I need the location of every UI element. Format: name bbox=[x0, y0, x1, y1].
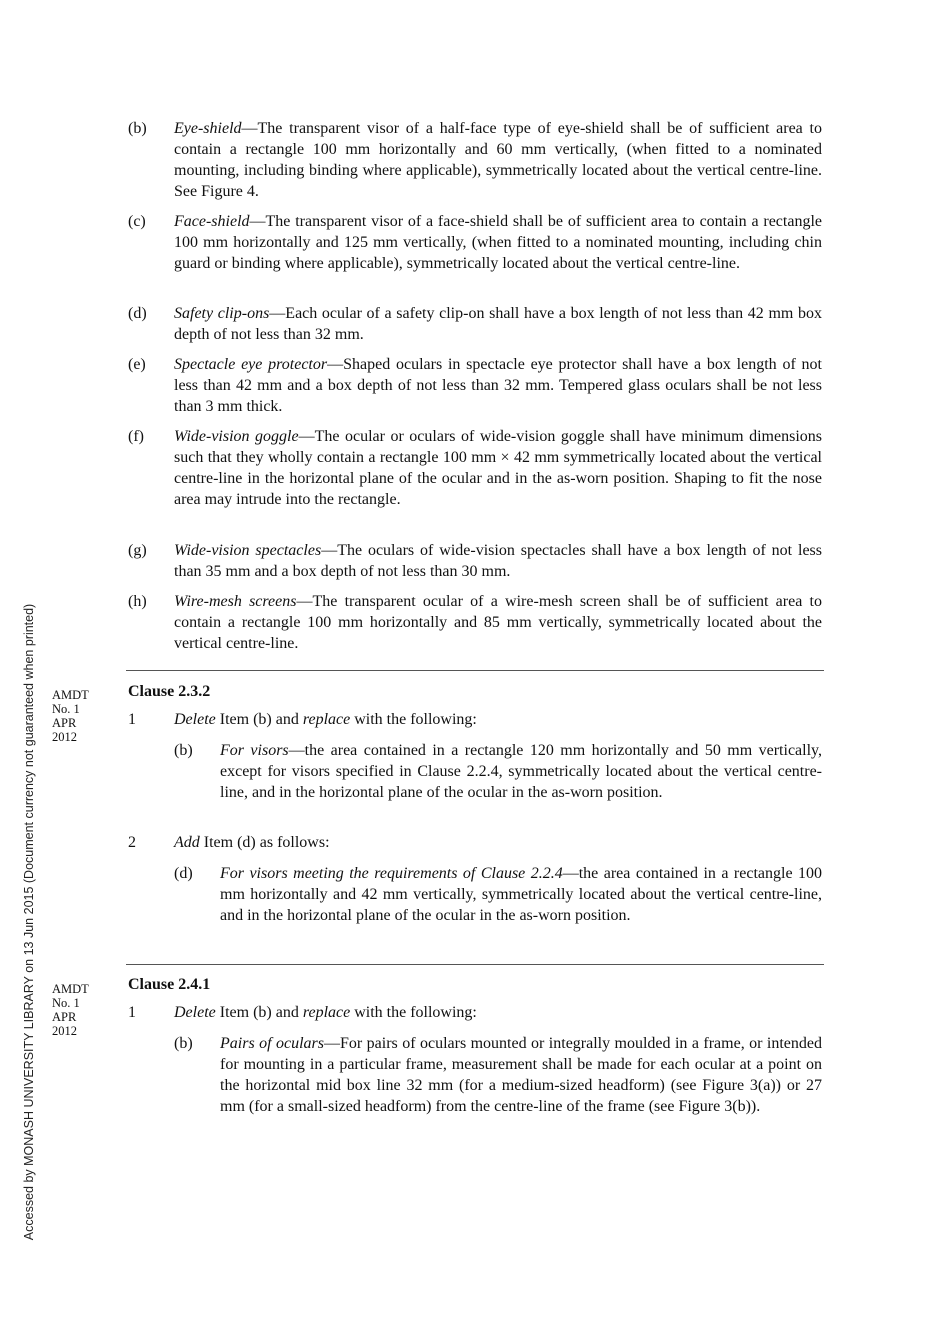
amendment-step bbox=[128, 709, 822, 730]
item-text: —The transparent visor of a face-shield shall be of sufficient area to contain a rectangle 100 mm horizontally and 125 mm vertically, (when fitted to a nominated mounting, including chin guard or binding where applicable), symmetrically located about the vertical centre-line. bbox=[174, 213, 822, 272]
item-label: (d) bbox=[128, 305, 147, 322]
step-verb: Add bbox=[174, 834, 200, 851]
item-label: (b) bbox=[174, 1035, 193, 1052]
item-term: Safety clip-ons bbox=[174, 305, 270, 322]
item-text: —The transparent visor of a half-face type of eye-shield shall be of sufficient area to contain a rectangle 100 mm horizontally and 60 mm vertically, (when fitted to a nominated mounting, including binding where applicable), symmetrically located about the vertical centre-line. See Figure 4. bbox=[174, 120, 822, 200]
item-text: —the area contained in a rectangle 100 mm horizontally and 42 mm vertically, symmetrically located about the vertical centre-line, and in the horizontal plane of the ocular in the as-worn position. bbox=[220, 865, 822, 924]
item-label: (d) bbox=[174, 865, 193, 882]
list-item-wide-vision-spectacles bbox=[128, 540, 822, 582]
amdt-line: No. 1 bbox=[52, 702, 80, 716]
amdt-line: 2012 bbox=[52, 1024, 77, 1038]
amendment-margin-note bbox=[52, 688, 112, 744]
list-item-face-shield bbox=[128, 211, 822, 274]
item-text: —The ocular or oculars of wide-vision goggle shall have minimum dimensions such that they wholly contain a rectangle 100 mm × 42 mm symmetrically located about the vertical centre-line in the horizontal plane of the ocular and in the as-worn position. Shaping to fit the nose area may intrude into the rectangle. bbox=[174, 428, 822, 508]
amendment-margin-note bbox=[52, 982, 112, 1038]
amdt-line: No. 1 bbox=[52, 996, 80, 1010]
list-item-safety-clip-ons bbox=[128, 303, 822, 345]
item-term: Wide-vision goggle bbox=[174, 428, 299, 445]
item-label: (b) bbox=[174, 742, 193, 759]
item-text: —For pairs of oculars mounted or integrally moulded in a frame, or intended for mounting in a particular frame, measurement shall be made for each ocular at a point on the horizontal mid box line 32 mm (for a medium-sized headform) (see Figure 3(a)) or 27 mm (for a small-sized headform) from the centre-line of the frame (see Figure 3(b)). bbox=[220, 1035, 822, 1115]
item-text: —Shaped oculars in spectacle eye protector shall have a box length of not less than 42 mm and a box depth of not less than 32 mm. Tempered glass oculars shall be not less than 3 mm thick. bbox=[174, 356, 822, 415]
amdt-line: AMDT bbox=[52, 982, 89, 996]
step-text: Item (d) as follows: bbox=[199, 834, 330, 851]
item-text: —the area contained in a rectangle 120 mm horizontally and 50 mm vertically, except for visors specified in Clause 2.2.4, symmetrically located about the vertical centre-line, and in the horizontal plane of the ocular in the as-worn position. bbox=[220, 742, 822, 801]
item-term: Eye-shield bbox=[174, 120, 242, 137]
amdt-line: APR bbox=[52, 1010, 77, 1024]
amdt-line: AMDT bbox=[52, 688, 89, 702]
item-label: (g) bbox=[128, 542, 147, 559]
item-text: —The oculars of wide-vision spectacles shall have a box length of not less than 35 mm and a box depth of not less than 30 mm. bbox=[174, 542, 822, 580]
step-text: Item (b) and bbox=[215, 711, 303, 728]
amdt-line: 2012 bbox=[52, 730, 77, 744]
amendment-step bbox=[128, 832, 822, 853]
item-term: Pairs of oculars bbox=[220, 1035, 324, 1052]
item-term: For visors bbox=[220, 742, 289, 759]
section-divider bbox=[126, 670, 824, 671]
step-verb: Delete bbox=[174, 711, 216, 728]
item-label: (f) bbox=[128, 428, 144, 445]
item-label: (e) bbox=[128, 356, 146, 373]
step-number: 1 bbox=[128, 711, 136, 728]
step-number: 1 bbox=[128, 1004, 136, 1021]
list-item-spectacle-eye-protector bbox=[128, 354, 822, 417]
replacement-item-visors bbox=[174, 740, 822, 803]
item-label: (c) bbox=[128, 213, 146, 230]
item-term: Face-shield bbox=[174, 213, 250, 230]
item-term: Wire-mesh screens bbox=[174, 593, 297, 610]
section-divider bbox=[126, 964, 824, 965]
step-text: with the following: bbox=[350, 1004, 477, 1021]
step-verb: replace bbox=[302, 711, 351, 728]
item-term: Spectacle eye protector bbox=[174, 356, 328, 373]
item-text: —Each ocular of a safety clip-on shall have a box length of not less than 42 mm box depth of not less than 32 mm. bbox=[174, 305, 822, 343]
list-item-eye-shield bbox=[128, 118, 822, 202]
step-verb: Delete bbox=[174, 1004, 216, 1021]
item-label: (h) bbox=[128, 593, 147, 610]
step-number: 2 bbox=[128, 834, 136, 851]
replacement-item-pairs-of-oculars bbox=[174, 1033, 822, 1117]
item-term: Wide-vision spectacles bbox=[174, 542, 322, 559]
clause-heading: Clause 2.3.2 bbox=[128, 683, 211, 700]
list-item-wide-vision-goggle bbox=[128, 426, 822, 510]
step-text: with the following: bbox=[350, 711, 477, 728]
step-text: Item (b) and bbox=[215, 1004, 303, 1021]
item-term: For visors meeting the requirements of Clause 2.2.4 bbox=[220, 865, 563, 882]
added-item-visors-2-2-4 bbox=[174, 863, 822, 926]
amdt-line: APR bbox=[52, 716, 77, 730]
list-item-wire-mesh-screens bbox=[128, 591, 822, 654]
clause-heading: Clause 2.4.1 bbox=[128, 976, 211, 993]
amendment-step bbox=[128, 1002, 822, 1023]
access-watermark: Accessed by MONASH UNIVERSITY LIBRARY on 13 Jun 2015 (Document currency not guaranteed when printed) bbox=[22, 603, 36, 1241]
item-text: —The transparent ocular of a wire-mesh screen shall be of sufficient area to contain a rectangle 100 mm horizontally and 85 mm vertically, symmetrically located about the vertical centre-line. bbox=[174, 593, 823, 652]
step-verb: replace bbox=[302, 1004, 351, 1021]
item-label: (b) bbox=[128, 120, 147, 137]
